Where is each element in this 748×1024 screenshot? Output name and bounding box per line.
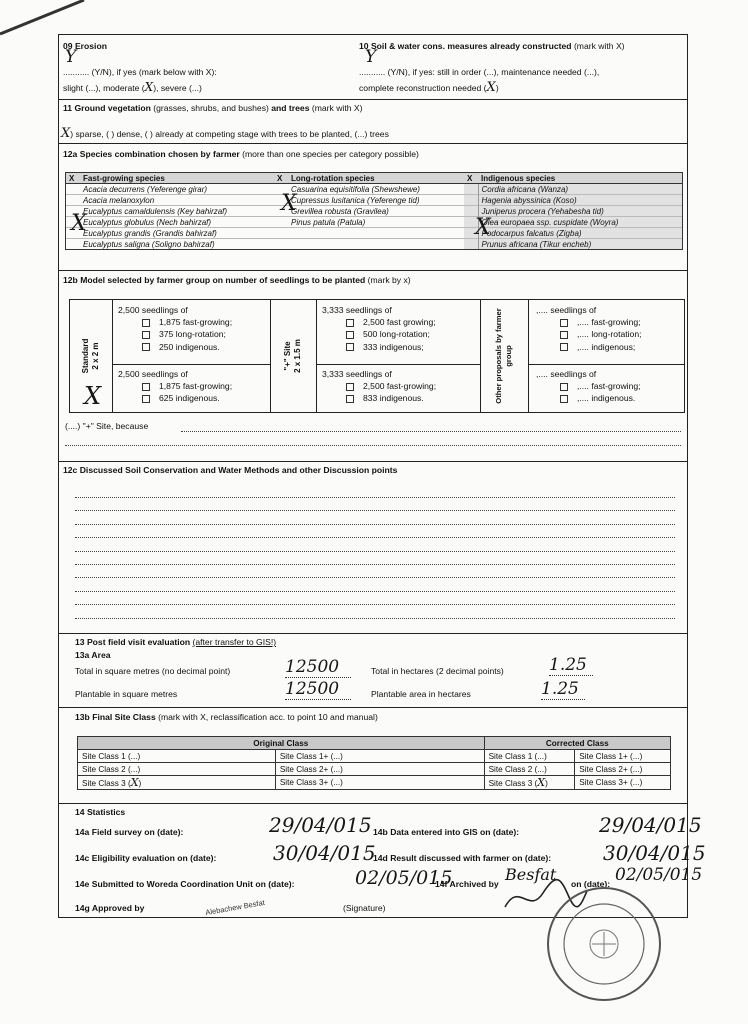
site-option-b: 3,333 seedlings of 2,500 fast-growing; 833 indigenous. (322, 369, 437, 404)
standard-label: Standard 2 x 2 m (81, 338, 100, 374)
site-class-cell[interactable]: Site Class 3 (X) (78, 776, 276, 790)
gis-entry-date: 29/04/015 (599, 813, 702, 837)
soil-reconstruction-mark: X (486, 80, 496, 95)
seedling-option-text: ,.... indigenous; (577, 341, 636, 352)
checkbox[interactable] (142, 331, 150, 339)
model-box (69, 299, 685, 413)
seedling-option-text: 333 indigenous; (363, 341, 424, 352)
standard-option-a: 2,500 seedlings of 1,875 fast-growing; 375 long-rotation; 250 indigenous. (118, 305, 233, 352)
site-class-cell[interactable]: Site Class 1+ (...) (575, 750, 671, 763)
eligibility-date: 30/04/015 (273, 841, 376, 865)
discussion-line[interactable] (75, 510, 675, 511)
checkbox[interactable] (346, 383, 354, 391)
submitted-date: 02/05/015 (355, 867, 453, 889)
other-option-a: ,.... seedlings of ,.... fast-growing; ,.... long-rotation; ,.... indigenous; (536, 305, 642, 352)
species-row (66, 195, 682, 206)
fast-species-name: Eucalyptus grandis (Grandis bahirzaf) (80, 228, 274, 239)
seedling-option-text: 1,875 fast-growing; (159, 317, 233, 328)
ind-species-name: Podocarpus falcatus (Zigba) (478, 228, 682, 239)
site-because: (....) "+" Site, because (65, 421, 149, 431)
checkbox[interactable] (346, 331, 354, 339)
discussion-line[interactable] (75, 537, 675, 538)
model-title: 12b Model selected by farmer group on number of seedlings to be planted (mark by x) (63, 275, 411, 285)
ind-mark-cell (464, 195, 478, 206)
checkbox[interactable] (560, 383, 568, 391)
seedling-option-line (322, 316, 436, 328)
ind-species-name: Juniperus procera (Yehabesha tid) (478, 206, 682, 217)
erosion-answer: Y (65, 47, 77, 67)
seedling-option-line (536, 380, 641, 392)
total-ha-value: 1.25 (549, 655, 593, 676)
site-class-cell[interactable]: Site Class 1 (...) (78, 750, 276, 763)
seedling-option-line (536, 328, 642, 340)
result-discussed-label: 14d Result discussed with farmer on (date): (373, 853, 552, 863)
long-mark-cell (274, 217, 288, 228)
seedling-option-text: 2,500 fast growing; (363, 317, 436, 328)
ind-mark-cell (464, 184, 478, 195)
indigenous-mark: X (475, 215, 491, 240)
site-class-row (78, 776, 671, 790)
site-class-cell[interactable]: Site Class 2 (...) (78, 763, 276, 776)
site-option-a: 3,333 seedlings of 2,500 fast growing; 500 long-rotation; 333 indigenous; (322, 305, 436, 352)
archived-date: 02/05/015 (615, 865, 703, 885)
site-class-cell[interactable]: Site Class 1+ (...) (275, 750, 484, 763)
seedling-option-line (118, 341, 232, 353)
fast-growing-header: Fast-growing species (80, 173, 274, 184)
plant-sqm-value: 12500 (285, 679, 351, 700)
checkbox[interactable] (142, 343, 150, 351)
discussion-line[interactable] (75, 497, 675, 498)
site-class-cell[interactable]: Site Class 2+ (...) (575, 763, 671, 776)
checkbox[interactable] (560, 395, 568, 403)
discussion-line[interactable] (75, 564, 675, 565)
erosion-moderate-mark: X (144, 80, 154, 94)
site-class-cell[interactable]: Site Class 2+ (...) (275, 763, 484, 776)
species-row (66, 228, 682, 239)
checkbox[interactable] (346, 319, 354, 327)
species-row (66, 184, 682, 195)
species-title: 12a Species combination chosen by farmer (more than one species per category possible) (63, 149, 419, 159)
species-table (65, 172, 683, 250)
site-class-row (78, 763, 671, 776)
long-mark-cell (274, 228, 288, 239)
checkbox[interactable] (560, 319, 568, 327)
plant-ha-value: 1.25 (541, 679, 585, 700)
original-class-header: Original Class (78, 737, 485, 750)
seedling-option-line (118, 316, 232, 328)
discussion-line[interactable] (75, 524, 675, 525)
seedling-option-text: ,.... indigenous. (577, 393, 636, 404)
submitted-label: 14e Submitted to Woreda Coordination Unit on (date): (75, 879, 295, 889)
checkbox[interactable] (560, 331, 568, 339)
fast-species-name: Eucalyptus globulus (Nech bahirzaf) (80, 217, 274, 228)
seedling-option-line (536, 392, 641, 404)
seedling-option-text: ,.... fast-growing; (577, 381, 641, 392)
site-class-cell[interactable]: Site Class 1 (...) (484, 750, 575, 763)
plant-ha-label: Plantable area in hectares (371, 689, 471, 699)
long-species-name (288, 239, 464, 250)
fast-mark-cell (66, 239, 80, 250)
fast-mark-cell (66, 184, 80, 195)
approved-signature-label: (Signature) (343, 903, 386, 913)
seedling-option-line (118, 328, 232, 340)
class-group-header-row (78, 737, 671, 750)
seedling-option-line (322, 341, 436, 353)
checkbox[interactable] (560, 343, 568, 351)
discussion-title: 12c Discussed Soil Conservation and Water Methods and other Discussion points (63, 465, 398, 475)
ind-species-name: Prunus africana (Tikur encheb) (478, 239, 682, 250)
site-class-mark: X (537, 776, 546, 789)
other-option-b: ,.... seedlings of ,.... fast-growing; ,.... indigenous. (536, 369, 641, 404)
checkbox[interactable] (142, 319, 150, 327)
seedling-option-text: 833 indigenous. (363, 393, 424, 404)
seedling-option-text: ,.... long-rotation; (577, 329, 642, 340)
discussion-line[interactable] (75, 577, 675, 578)
archived-label: 14f Archived by (435, 879, 499, 889)
discussion-line[interactable] (75, 604, 675, 605)
site-class-cell[interactable]: Site Class 3+ (...) (275, 776, 484, 790)
long-rotation-mark: X (281, 191, 297, 216)
corrected-class-header: Corrected Class (484, 737, 670, 750)
ind-species-name: Hagenia abyssinica (Koso) (478, 195, 682, 206)
official-stamp (532, 882, 672, 1012)
long-species-name: Pinus patula (Patula) (288, 217, 464, 228)
checkbox[interactable] (346, 395, 354, 403)
seedling-option-text: 250 indigenous. (159, 341, 220, 352)
evaluation-title: 13 Post field visit evaluation (after transfer to GIS!) (75, 637, 277, 647)
long-mark-cell (274, 239, 288, 250)
fast-mark-cell (66, 195, 80, 206)
other-proposals-label: Other proposals by farmer group (494, 308, 513, 404)
area-title: 13a Area (75, 650, 111, 660)
ind-species-name: Olea europaea ssp. cuspidate (Woyra) (478, 217, 682, 228)
seedling-option-text: 625 indigenous. (159, 393, 220, 404)
species-row (66, 206, 682, 217)
fast-species-name: Eucalyptus saligna (Soligno bahirzaf) (80, 239, 274, 250)
seedling-option-text: 1,875 fast-growing; (159, 381, 233, 392)
discussion-line[interactable] (75, 618, 675, 619)
result-discussed-date: 30/04/015 (603, 841, 706, 865)
vegetation-options: X) sparse, ( ) dense, ( ) already at competing stage with trees to be planted, (...) trees (61, 126, 389, 141)
vegetation-title: 11 Ground vegetation (grasses, shrubs, and bushes) and trees (mark with X) (63, 103, 363, 113)
seedling-option-text: 2,500 fast-growing; (363, 381, 437, 392)
seedling-option-line (118, 392, 232, 404)
long-rotation-header: Long-rotation species (288, 173, 464, 184)
discussion-line[interactable] (75, 591, 675, 592)
scan-edge-artifact (0, 0, 90, 40)
field-survey-date: 29/04/015 (269, 813, 372, 837)
species-header-row: X Fast-growing species X Long-rotation species X Indigenous species (66, 173, 682, 184)
ind-mark-cell (464, 239, 478, 250)
seedling-option-line (322, 392, 436, 404)
plant-sqm-label: Plantable in square metres (75, 689, 178, 699)
site-class-cell[interactable]: Site Class 2 (...) (484, 763, 575, 776)
seedling-option-line (322, 328, 436, 340)
ind-species-name: Cordia africana (Wanza) (478, 184, 682, 195)
site-class-table (77, 736, 671, 790)
fast-species-name: Acacia melanoxylon (80, 195, 274, 206)
checkbox[interactable] (142, 395, 150, 403)
checkbox[interactable] (346, 343, 354, 351)
total-sqm-value: 12500 (285, 657, 351, 678)
discussion-line[interactable] (75, 551, 675, 552)
archived-by: Besfat (505, 865, 557, 884)
long-species-name: Cupressus lusitanica (Yeferenge tid) (288, 195, 464, 206)
standard-option-b: 2,500 seedlings of 1,875 fast-growing; 625 indigenous. (118, 369, 233, 404)
seedling-option-line (322, 380, 436, 392)
vegetation-mark: X (61, 126, 71, 141)
class-title: 13b Final Site Class (mark with X, reclassification acc. to point 10 and manual) (75, 712, 378, 722)
species-row (66, 239, 682, 250)
long-species-name: Grevillea robusta (Gravilea) (288, 206, 464, 217)
standard-mark: X (84, 382, 102, 410)
archived-on-label: on (date): (571, 879, 611, 889)
field-survey-label: 14a Field survey on (date): (75, 827, 184, 837)
soil-question: ........... (Y/N), if yes: still in order (...), maintenance needed (...), (359, 67, 600, 77)
species-row (66, 217, 682, 228)
site-class-row (78, 750, 671, 763)
total-ha-label: Total in hectares (2 decimal points) (371, 666, 504, 676)
site-class-mark: X (130, 776, 139, 789)
fast-growing-mark: X (71, 211, 87, 236)
stats-title: 14 Statistics (75, 807, 126, 817)
total-sqm-label: Total in square metres (no decimal point) (75, 666, 231, 676)
long-species-name (288, 228, 464, 239)
seedling-option-text: ,.... fast-growing; (577, 317, 641, 328)
seedling-option-line (536, 316, 642, 328)
form-frame (58, 34, 706, 918)
seedling-option-line (536, 341, 642, 353)
fast-species-name: Eucalyptus camaldulensis (Key bahirzaf) (80, 206, 274, 217)
soil-title: 10 Soil & water cons. measures already constructed (mark with X) (359, 41, 625, 51)
erosion-title: 09 Erosion (63, 41, 107, 51)
site-class-cell[interactable]: Site Class 3 (X) (484, 776, 575, 790)
indigenous-header: Indigenous species (478, 173, 682, 184)
seedling-option-text: 500 long-rotation; (363, 329, 430, 340)
erosion-question: ........... (Y/N), if yes (mark below with X): (63, 67, 217, 77)
site-label: "+" Site 2 x 1.5 m (283, 339, 302, 373)
seedling-option-line (118, 380, 232, 392)
seedling-option-text: 375 long-rotation; (159, 329, 226, 340)
long-species-name: Casuarina equisitifolia (Shewshewe) (288, 184, 464, 195)
fast-species-name: Acacia decurrens (Yeferenge girar) (80, 184, 274, 195)
eligibility-label: 14c Eligibility evaluation on (date): (75, 853, 217, 863)
checkbox[interactable] (142, 383, 150, 391)
erosion-levels: slight (...), moderate (X), severe (...) (63, 80, 202, 94)
soil-reconstruction: complete reconstruction needed (X) (359, 80, 499, 95)
soil-answer: Y (365, 47, 377, 67)
gis-entry-label: 14b Data entered into GIS on (date): (373, 827, 520, 837)
site-class-cell[interactable]: Site Class 3+ (...) (575, 776, 671, 790)
approved-label: 14g Approved by (75, 903, 145, 913)
approver-name-stamp: Alebachew Besfat (204, 897, 266, 918)
